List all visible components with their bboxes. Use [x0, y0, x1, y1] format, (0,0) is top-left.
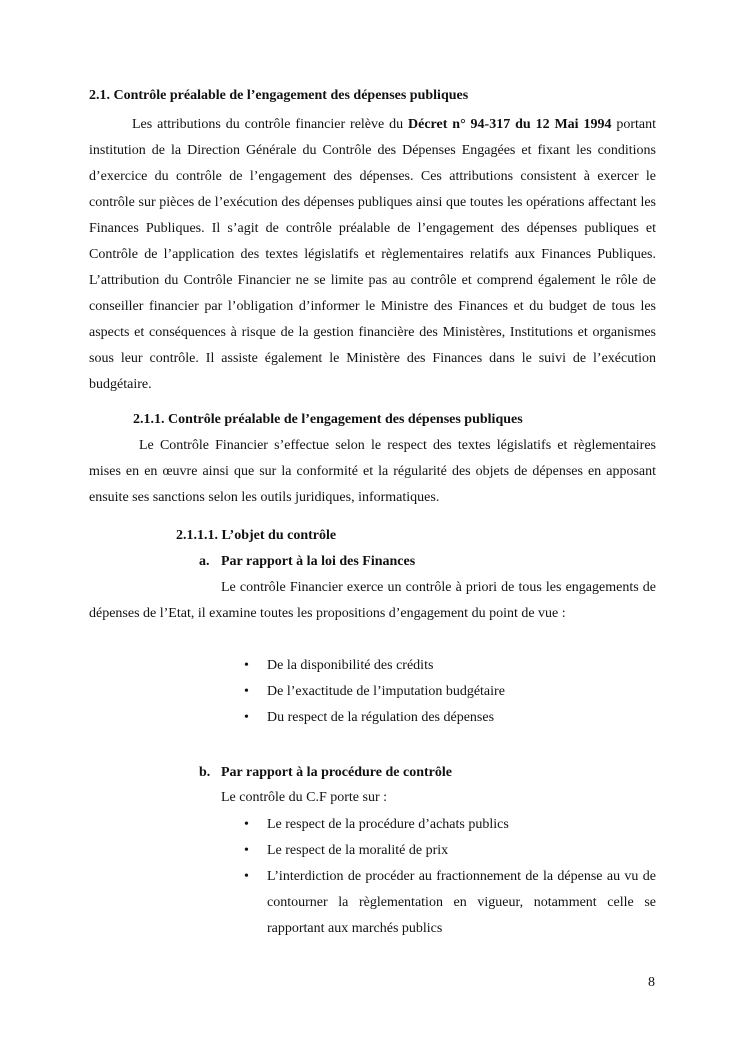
subsection-paragraph-text: Le Contrôle Financier s’effectue selon le respect des textes législatifs et règlementaires mises en en œuvre ainsi que sur la conformité et la régularité des objets de dépenses en apposant ensuite ses sanctions selon les outils juridiques, informatiques.: [89, 438, 656, 505]
list-item: • Du respect de la régulation des dépenses: [244, 705, 505, 731]
item-a-heading: [199, 554, 415, 570]
decree-reference: Décret n° 94-317 du 12 Mai 1994: [408, 117, 612, 132]
item-b-intro: Le contrôle du C.F porte sur :: [221, 790, 388, 805]
paragraph-text-start: Les attributions du contrôle financier relève du: [132, 117, 409, 132]
item-a-paragraph: [89, 575, 656, 627]
section-paragraph: [89, 112, 656, 398]
subsection-paragraph: [89, 433, 656, 511]
item-a-title: Par rapport à la loi des Finances: [221, 554, 416, 569]
item-a-paragraph-text: Le contrôle Financier exerce un contrôle à priori de tous les engagements de dépenses de l’Etat, il examine toutes les propositions d’engagement du point de vue :: [89, 580, 656, 621]
item-a-letter: a.: [199, 554, 210, 569]
list-item: • L’interdiction de procéder au fractionnement de la dépense au vu de contourner la règlementation en vigueur, notamment celle se rapportant aux marchés publics: [244, 864, 656, 942]
list-item: • De l’exactitude de l’imputation budgétaire: [244, 679, 505, 705]
list-item: • Le respect de la moralité de prix: [244, 838, 656, 864]
subsection-title: 2.1.1. Contrôle préalable de l’engagement des dépenses publiques: [133, 412, 523, 427]
item-b-heading: [199, 765, 452, 781]
item-a-bullet-list: [244, 653, 505, 731]
item-b-title: Par rapport à la procédure de contrôle: [221, 765, 452, 780]
item-b-letter: b.: [199, 765, 211, 780]
list-item: • Le respect de la procédure d’achats publics: [244, 812, 656, 838]
page-number: 8: [648, 975, 655, 990]
subsubsection-title: 2.1.1.1. L’objet du contrôle: [176, 528, 337, 543]
list-item: • De la disponibilité des crédits: [244, 653, 505, 679]
paragraph-text-rest: portant institution de la Direction Générale du Contrôle des Dépenses Engagées et fixant les conditions d’exercice du contrôle de l’engagement des dépenses. Ces attributions consistent à exercer le contrôle sur pièces de l’exécution des dépenses publiques ainsi que toutes les opérations affectant les Finances Publiques. Il s’agit de contrôle préalable de l’engagement des dépenses publiques et Contrôle de l’application des textes législatifs et règlementaires relatifs aux Finances Publiques. L’attribution du Contrôle Financier ne se limite pas au contrôle et comprend également le rôle de conseiller financier par l’obligation d’informer le Ministre des Finances et du budget de tous les aspects et conséquences à risque de la gestion financière des Ministères, Institutions et organismes sous leur contrôle. Il assiste également le Ministère des Finances dans le suivi de l’exécution budgétaire.: [89, 117, 656, 392]
section-title: 2.1. Contrôle préalable de l’engagement des dépenses publiques: [89, 88, 469, 103]
item-b-bullet-list: [244, 812, 656, 942]
